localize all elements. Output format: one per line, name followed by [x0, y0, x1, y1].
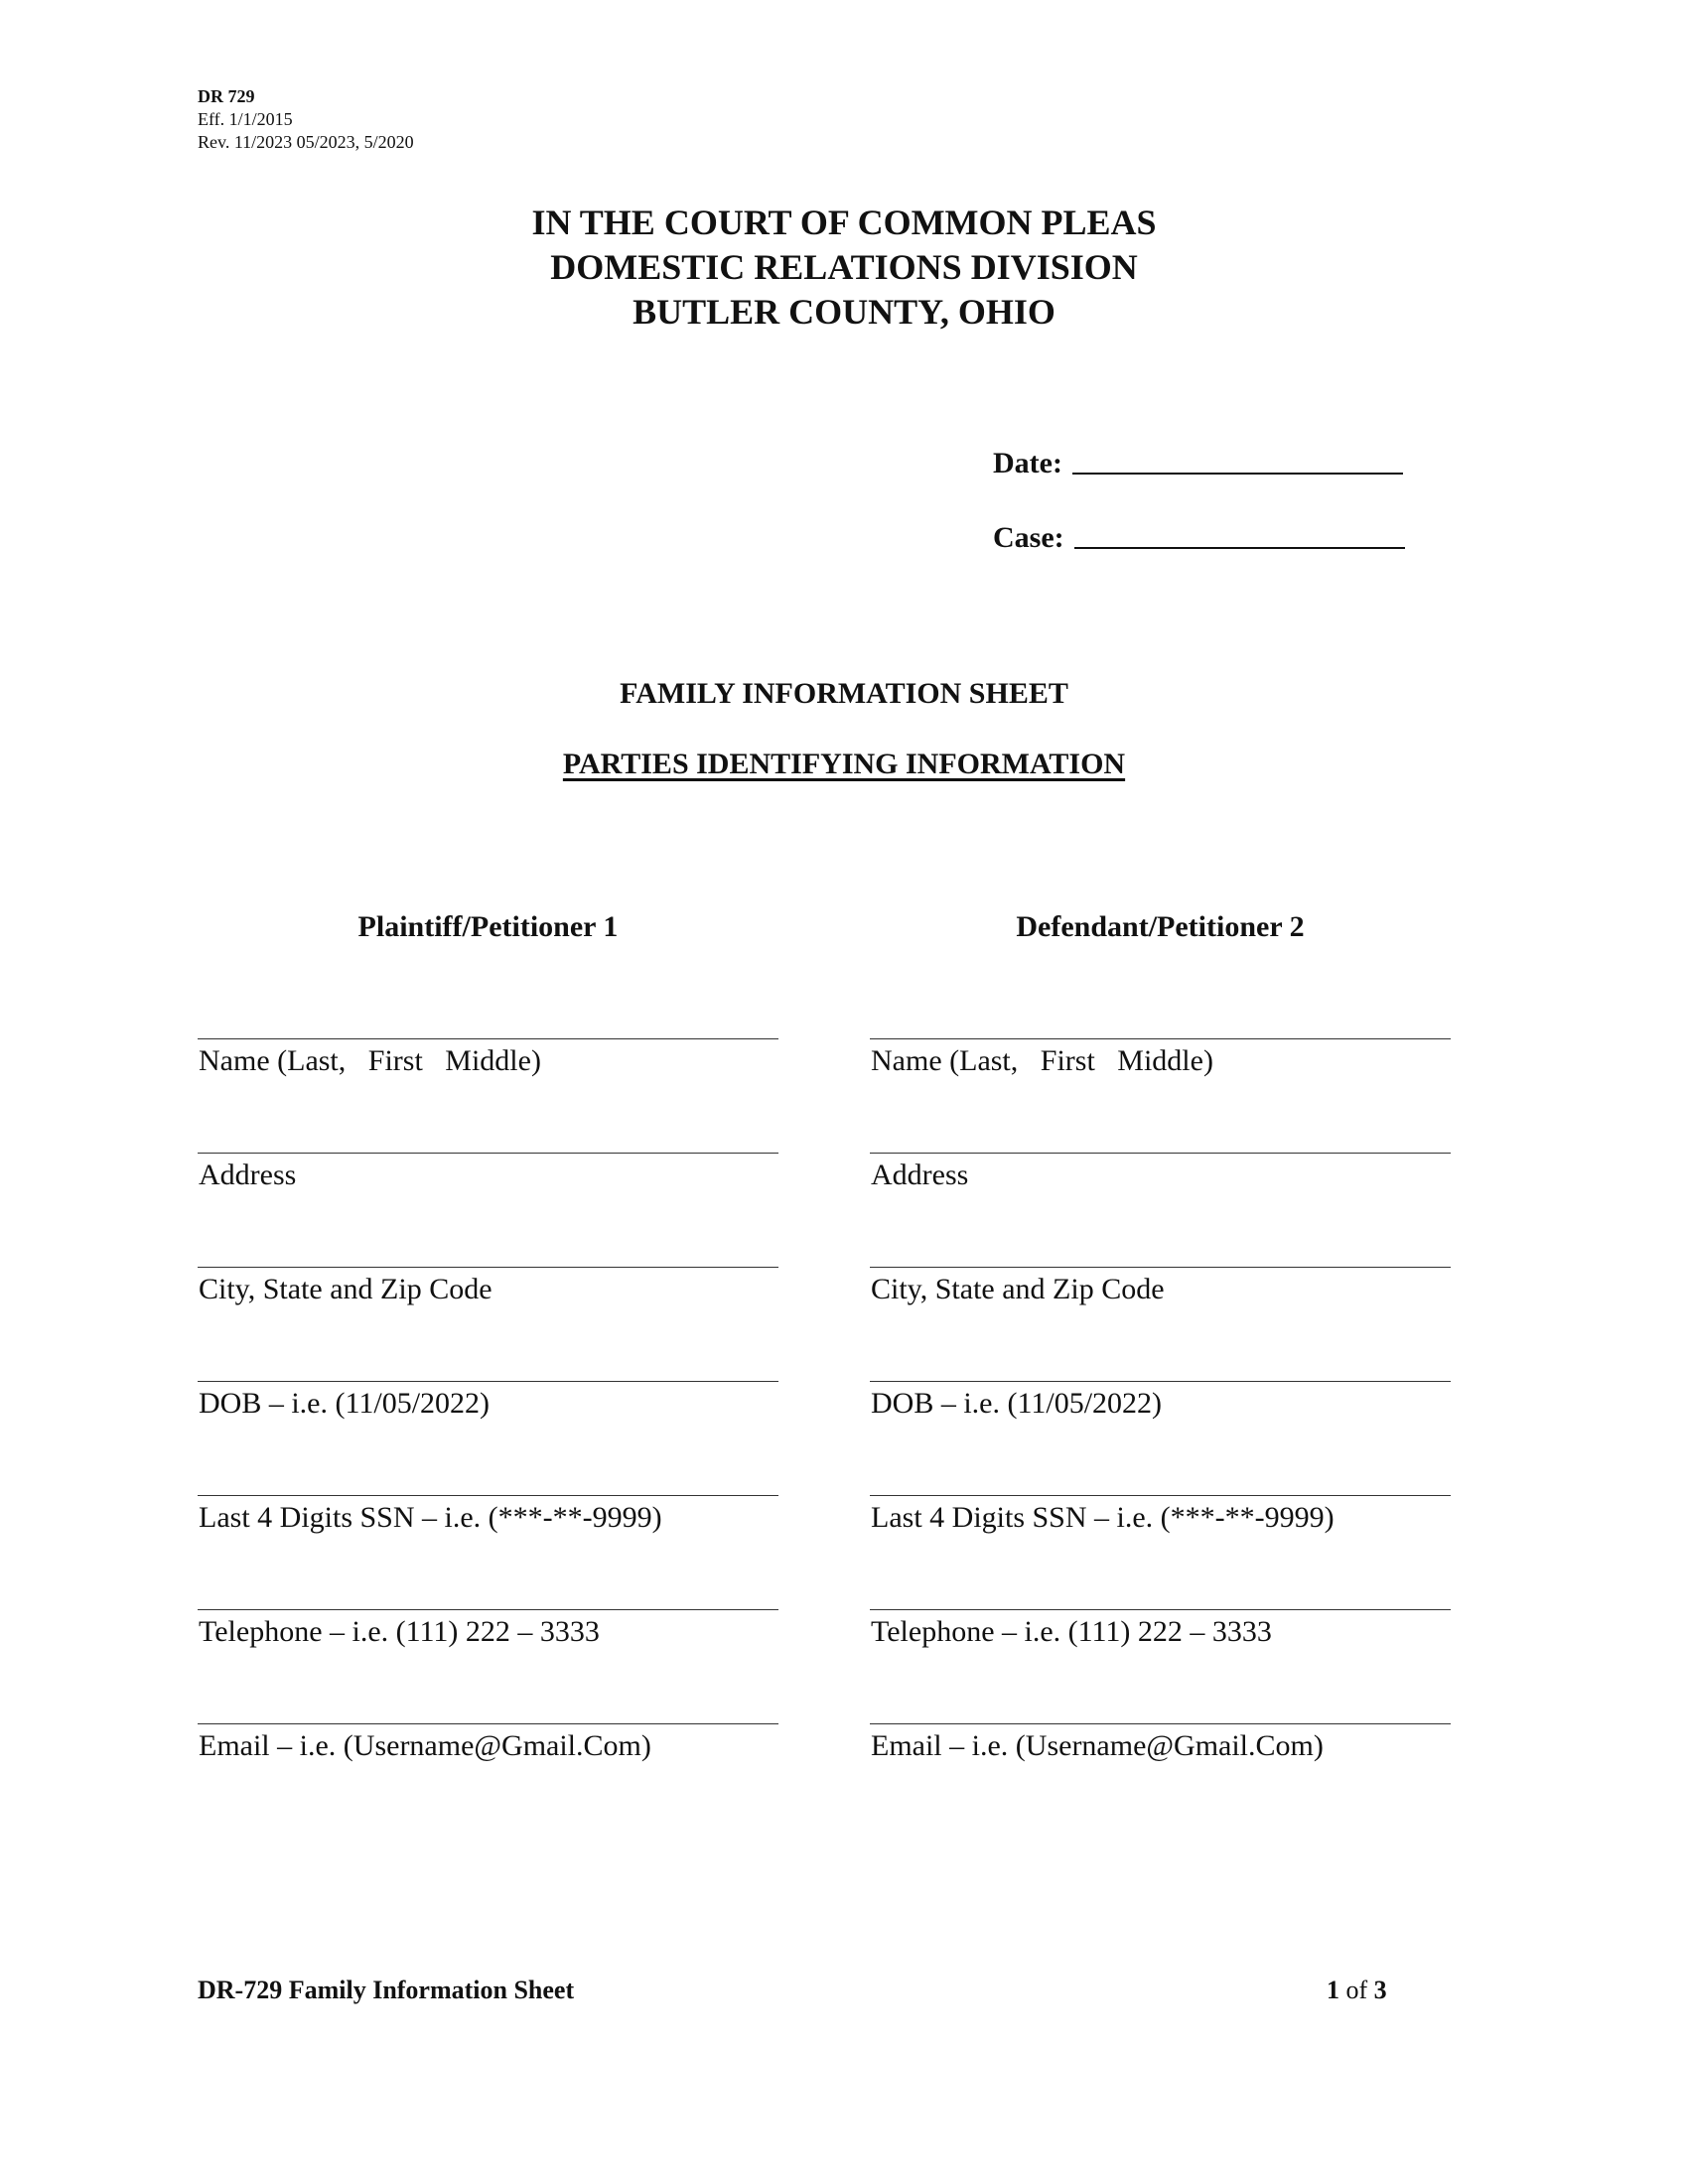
date-label: Date:: [993, 447, 1062, 479]
field-line: [198, 1267, 778, 1268]
field-line: [198, 1609, 778, 1610]
case-label: Case:: [993, 521, 1064, 554]
field-label: Telephone – i.e. (111) 222 – 3333: [199, 1615, 600, 1648]
field-label: Email – i.e. (Username@Gmail.Com): [199, 1729, 651, 1762]
form-effective-date: Eff. 1/1/2015: [198, 109, 293, 129]
page-current: 1: [1327, 1976, 1339, 2004]
field-line: [870, 1038, 1451, 1039]
field-label: Last 4 Digits SSN – i.e. (***-**-9999): [199, 1501, 662, 1534]
court-name-line: IN THE COURT OF COMMON PLEAS: [531, 203, 1157, 242]
page-total: 3: [1373, 1976, 1387, 2004]
defendant-dob-field[interactable]: [870, 1381, 1451, 1495]
field-label: DOB – i.e. (11/05/2022): [199, 1387, 491, 1420]
section-title-text: PARTIES IDENTIFYING INFORMATION: [562, 748, 1126, 780]
field-line: [870, 1495, 1451, 1496]
defendant-fields: [870, 1038, 1451, 1838]
plaintiff-address-field[interactable]: [198, 1153, 778, 1267]
field-line: [870, 1723, 1451, 1724]
plaintiff-city-state-zip-field[interactable]: [198, 1267, 778, 1381]
defendant-email-field[interactable]: [870, 1723, 1451, 1838]
defendant-address-field[interactable]: [870, 1153, 1451, 1267]
plaintiff-ssn-field[interactable]: [198, 1495, 778, 1609]
defendant-telephone-field[interactable]: [870, 1609, 1451, 1723]
field-line: [870, 1153, 1451, 1154]
case-blank-line[interactable]: [1074, 519, 1405, 549]
field-label: City, State and Zip Code: [199, 1273, 492, 1305]
field-line: [198, 1495, 778, 1496]
court-division-line: DOMESTIC RELATIONS DIVISION: [550, 247, 1138, 287]
field-line: [198, 1038, 778, 1039]
footer-form-title: DR-729 Family Information Sheet: [198, 1976, 575, 2004]
field-label: Last 4 Digits SSN – i.e. (***-**-9999): [871, 1501, 1335, 1534]
defendant-city-state-zip-field[interactable]: [870, 1267, 1451, 1381]
form-revision-dates: Rev. 11/2023 05/2023, 5/2020: [198, 132, 414, 152]
footer-page-number: [1327, 1976, 1387, 2005]
defendant-ssn-field[interactable]: [870, 1495, 1451, 1609]
field-line: [198, 1153, 778, 1154]
field-line: [870, 1267, 1451, 1268]
defendant-name-field[interactable]: [870, 1038, 1451, 1153]
field-label: Address: [199, 1159, 297, 1191]
defendant-heading: Defendant/Petitioner 2: [1016, 910, 1305, 943]
court-county-line: BUTLER COUNTY, OHIO: [633, 292, 1055, 332]
field-line: [198, 1381, 778, 1382]
field-label: Email – i.e. (Username@Gmail.Com): [871, 1729, 1324, 1762]
page-of: of: [1345, 1976, 1368, 2004]
plaintiff-name-field[interactable]: [198, 1038, 778, 1153]
form-id: DR 729: [198, 86, 255, 106]
field-label: Telephone – i.e. (111) 222 – 3333: [871, 1615, 1272, 1648]
date-blank-line[interactable]: [1072, 445, 1403, 475]
field-label: DOB – i.e. (11/05/2022): [871, 1387, 1163, 1420]
field-label: Address: [871, 1159, 969, 1191]
section-title: [0, 748, 1688, 781]
field-label: City, State and Zip Code: [871, 1273, 1165, 1305]
field-label: Name (Last, First Middle): [199, 1044, 541, 1077]
field-line: [870, 1609, 1451, 1610]
court-header: [0, 201, 1688, 335]
sheet-title: FAMILY INFORMATION SHEET: [620, 677, 1068, 710]
plaintiff-dob-field[interactable]: [198, 1381, 778, 1495]
case-field: [993, 519, 1405, 555]
plaintiff-telephone-field[interactable]: [198, 1609, 778, 1723]
form-meta: [198, 85, 414, 154]
plaintiff-email-field[interactable]: [198, 1723, 778, 1838]
field-line: [870, 1381, 1451, 1382]
plaintiff-heading: Plaintiff/Petitioner 1: [357, 910, 619, 943]
plaintiff-fields: [198, 1038, 778, 1838]
date-field: [993, 445, 1403, 480]
field-label: Name (Last, First Middle): [871, 1044, 1213, 1077]
field-line: [198, 1723, 778, 1724]
